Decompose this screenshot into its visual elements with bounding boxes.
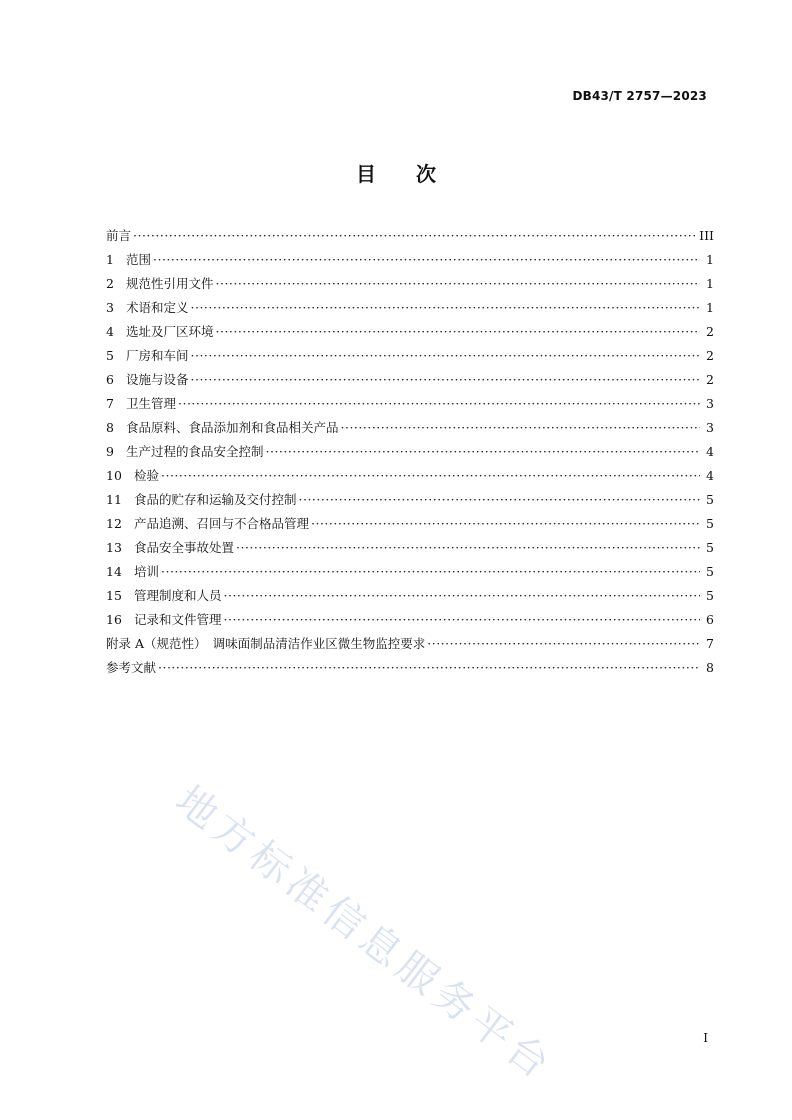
page-title (0, 158, 792, 187)
toc-entry-label: 培训 (134, 564, 160, 579)
toc-dot-leader (224, 584, 700, 608)
toc-dot-leader (216, 320, 700, 344)
toc-entry-5[interactable] (106, 344, 714, 368)
toc-entry-label: 前言 (106, 228, 132, 243)
toc-entry-11[interactable] (106, 488, 714, 512)
toc-entry-15[interactable] (106, 584, 714, 608)
toc-entry-label: 附录 A（规范性） 调味面制品清洁作业区微生物监控要求 (106, 636, 426, 651)
toc-entry-label: 厂房和车间 (126, 348, 189, 363)
title-char-2: 次 (416, 162, 436, 186)
toc-entry-number: 15 (106, 588, 122, 603)
toc-dot-leader (236, 536, 700, 560)
toc-entry-number: 14 (106, 564, 122, 579)
toc-entry-page: 4 (706, 444, 714, 459)
toc-dot-leader (216, 272, 700, 296)
toc-entry-label: 范围 (126, 252, 152, 267)
toc-entry-number: 12 (106, 516, 122, 531)
toc-entry-label: 管理制度和人员 (134, 588, 222, 603)
toc-entry-16[interactable] (106, 608, 714, 632)
toc-dot-leader (133, 224, 697, 248)
title-char-1: 目 (356, 162, 376, 186)
toc-dot-leader (191, 344, 700, 368)
toc-dot-leader (341, 416, 700, 440)
document-code: DB43/T 2757—2023 (572, 89, 707, 103)
toc-entry-number: 9 (106, 444, 114, 459)
toc-entry-page: 2 (706, 348, 714, 363)
toc-entry-preface[interactable] (106, 224, 714, 248)
toc-entry-3[interactable] (106, 296, 714, 320)
toc-entry-9[interactable] (106, 440, 714, 464)
toc-entry-8[interactable] (106, 416, 714, 440)
toc-entry-7[interactable] (106, 392, 714, 416)
toc-entry-label: 记录和文件管理 (134, 612, 222, 627)
table-of-contents (106, 224, 714, 680)
toc-entry-label: 食品安全事故处置 (134, 540, 235, 555)
toc-entry-label: 食品的贮存和运输及交付控制 (134, 492, 297, 507)
toc-entry-label: 生产过程的食品安全控制 (126, 444, 264, 459)
watermark: 地方标准信息服务平台 (166, 777, 562, 1091)
toc-entry-label: 食品原料、食品添加剂和食品相关产品 (126, 420, 339, 435)
toc-entry-page: 5 (706, 564, 714, 579)
toc-entry-label: 卫生管理 (126, 396, 177, 411)
toc-entry-number: 5 (106, 348, 114, 363)
toc-entry-4[interactable] (106, 320, 714, 344)
toc-entry-page: III (699, 228, 714, 243)
toc-dot-leader (299, 488, 700, 512)
toc-dot-leader (158, 656, 700, 680)
toc-entry-label: 术语和定义 (126, 300, 189, 315)
toc-dot-leader (161, 560, 700, 584)
toc-entry-1[interactable] (106, 248, 714, 272)
toc-entry-number: 11 (106, 492, 122, 507)
toc-dot-leader (178, 392, 700, 416)
toc-entry-page: 5 (706, 588, 714, 603)
toc-dot-leader (191, 296, 700, 320)
toc-entry-label: 选址及厂区环境 (126, 324, 214, 339)
toc-entry-number: 2 (106, 276, 114, 291)
toc-entry-number: 13 (106, 540, 122, 555)
toc-entry-number: 4 (106, 324, 114, 339)
toc-entry-label: 检验 (134, 468, 160, 483)
toc-entry-page: 7 (706, 636, 714, 651)
toc-entry-number: 1 (106, 252, 114, 267)
toc-entry-number: 6 (106, 372, 114, 387)
toc-entry-6[interactable] (106, 368, 714, 392)
toc-entry-12[interactable] (106, 512, 714, 536)
toc-entry-page: 3 (706, 420, 714, 435)
page-number: I (703, 1031, 708, 1045)
toc-entry-number: 8 (106, 420, 114, 435)
toc-entry-number: 10 (106, 468, 122, 483)
toc-dot-leader (311, 512, 700, 536)
toc-entry-page: 4 (706, 468, 714, 483)
toc-entry-10[interactable] (106, 464, 714, 488)
toc-entry-page: 5 (706, 516, 714, 531)
toc-entry-13[interactable] (106, 536, 714, 560)
toc-entry-label: 产品追溯、召回与不合格品管理 (134, 516, 310, 531)
toc-entry-number: 3 (106, 300, 114, 315)
toc-entry-page: 5 (706, 540, 714, 555)
toc-entry-page: 1 (706, 300, 714, 315)
toc-entry-14[interactable] (106, 560, 714, 584)
toc-entry-number: 7 (106, 396, 114, 411)
toc-dot-leader (224, 608, 700, 632)
toc-entry-appendix-a[interactable] (106, 632, 714, 656)
toc-dot-leader (161, 464, 700, 488)
toc-entry-label: 参考文献 (106, 660, 157, 675)
toc-entry-page: 6 (706, 612, 714, 627)
toc-entry-page: 2 (706, 372, 714, 387)
toc-entry-label: 设施与设备 (126, 372, 189, 387)
toc-entry-page: 1 (706, 276, 714, 291)
toc-dot-leader (266, 440, 700, 464)
toc-entry-page: 1 (706, 252, 714, 267)
toc-entry-label: 规范性引用文件 (126, 276, 214, 291)
toc-dot-leader (191, 368, 700, 392)
toc-dot-leader (427, 632, 700, 656)
toc-entry-page: 3 (706, 396, 714, 411)
toc-dot-leader (153, 248, 700, 272)
toc-entry-number: 16 (106, 612, 122, 627)
toc-entry-2[interactable] (106, 272, 714, 296)
toc-entry-page: 8 (706, 660, 714, 675)
toc-entry-references[interactable] (106, 656, 714, 680)
toc-entry-page: 5 (706, 492, 714, 507)
toc-entry-page: 2 (706, 324, 714, 339)
